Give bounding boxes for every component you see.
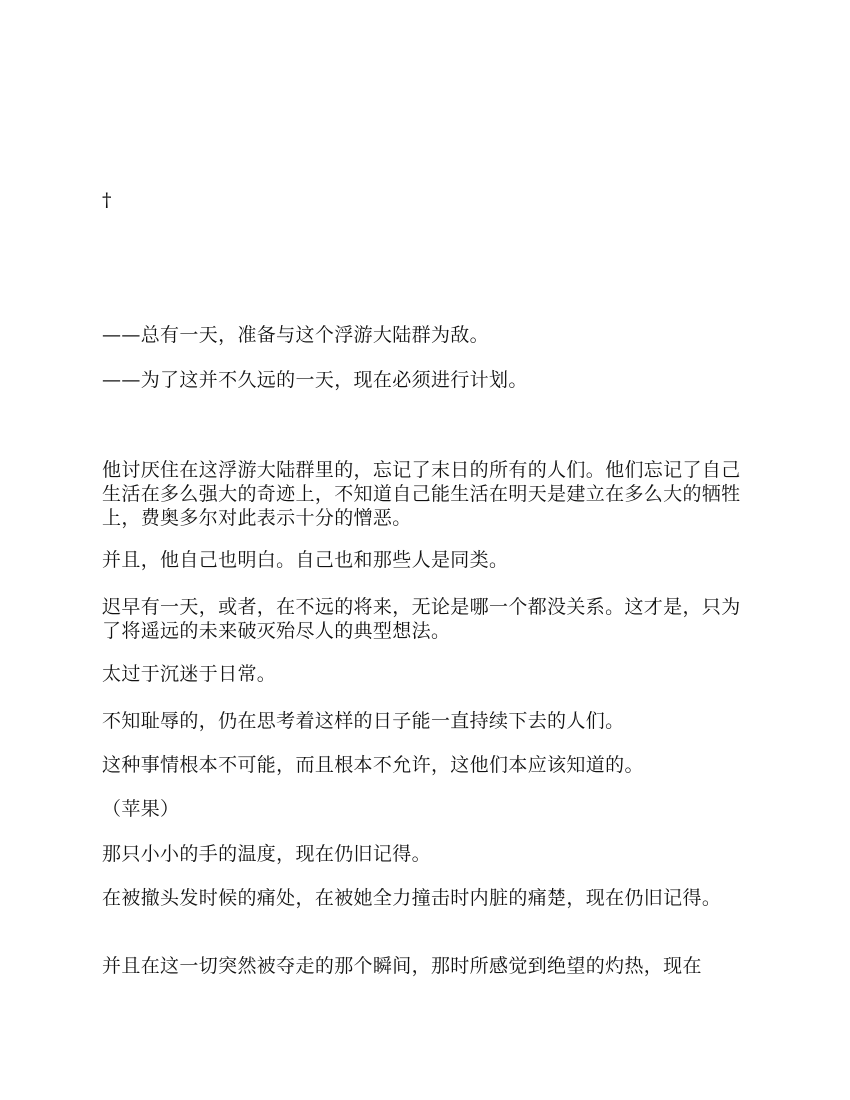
paragraph-7: 不知耻辱的，仍在思考着这样的日子能一直持续下去的人们。 [102, 710, 625, 732]
paragraph-3: 他讨厌住在这浮游大陆群里的，忘记了末日的所有的人们。他们忘记了自己生活在多么强大的奇迹上，不知道自己能生活在明天是建立在多么大的牺牲上，费奥多尔对此表示十分的憎恶。 [102, 459, 741, 529]
dagger-marker: † [102, 189, 112, 211]
paragraph-1: ——总有一天，准备与这个浮游大陆群为敌。 [102, 324, 490, 346]
paragraph-8: 这种事情根本不可能，而且根本不允许，这他们本应该知道的。 [102, 754, 644, 776]
paragraph-2: ——为了这并不久远的一天，现在必须进行计划。 [102, 369, 528, 391]
paragraph-9: （苹果） [102, 798, 180, 820]
paragraph-5: 迟早有一天，或者，在不远的将来，无论是哪一个都没关系。这才是，只为了将遥远的未来破灭殆尽人的典型想法。 [102, 596, 741, 642]
paragraph-10: 那只小小的手的温度，现在仍旧记得。 [102, 843, 431, 865]
paragraph-11: 在被撤头发时候的痛处，在被她全力撞击时内脏的痛楚，现在仍旧记得。 [102, 887, 722, 909]
paragraph-4: 并且，他自己也明白。自己也和那些人是同类。 [102, 549, 509, 571]
paragraph-6: 太过于沉迷于日常。 [102, 663, 277, 685]
paragraph-12: 并且在这一切突然被夺走的那个瞬间，那时所感觉到绝望的灼热，现在 [102, 955, 702, 977]
